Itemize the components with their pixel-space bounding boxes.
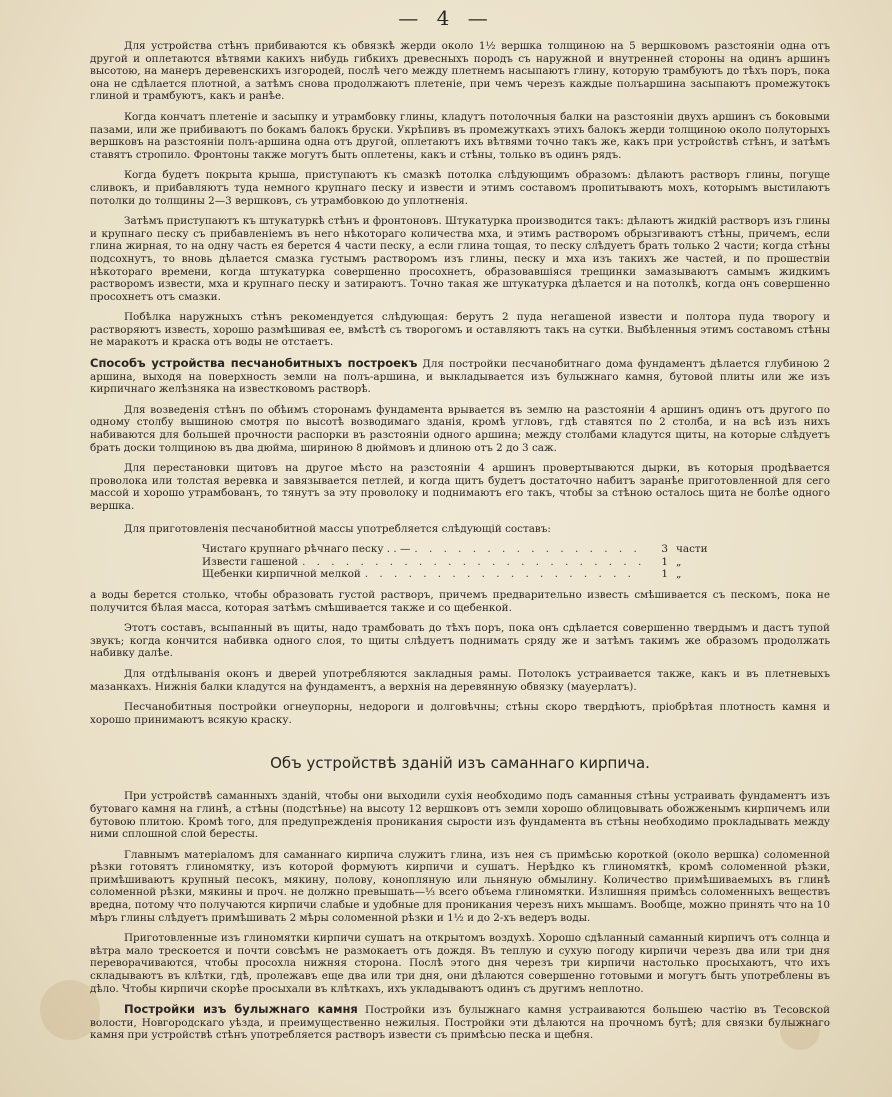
paragraph: Этотъ составъ, всыпанный въ щиты, надо трамбовать до тѣхъ поръ, пока онъ сдѣлается совершенно твердымъ и дастъ тупой звукъ; когда кончится набивка одного слоя, то щиты слѣдуетъ поднимать сряду же и затѣмъ такимъ же образомъ продолжать набивку далѣе. <box>90 622 830 660</box>
recipe-unit: части <box>676 543 708 556</box>
paragraph: Главнымъ матеріаломъ для саманнаго кирпича служитъ глина, изъ нея съ примѣсью короткой (около вершка) соломенной рѣзки готовятъ глиномятку, изъ которой формуютъ кирпичи и сушатъ. Нерѣдко къ глиномяткѣ, кромѣ соломенной рѣзки, примѣшиваютъ крупный песокъ, мякину, полову, конопляную или льняную обмылину. Количество примѣшиваемыхъ въ глинѣ соломенной рѣзки, мякины и проч. не должно превышать—⅓ всего объема глиномятки. Излишняя примѣсь соломенныхъ веществъ вредна, потому что получаются кирпичи слабые и удобные для проникания черезъ нихъ мышамъ. Вообще, можно принять что на 10 мѣръ глины слѣдуетъ примѣшивать 2 мѣры соломенной рѣзки и 1½ и до 2-хъ ведеръ воды. <box>90 848 830 924</box>
recipe-qty: 3 <box>661 543 668 556</box>
recipe-qty: 1 <box>661 568 668 581</box>
recipe-ingredient: Извести гашеной <box>202 555 299 568</box>
section-lead-text: Постройки изъ булыжнаго камня устраиваются большею частію въ Тесовской волости, Новгородскаго уѣзда, и преимущественно нежилыя. Постройки эти дѣлаются на прочномъ бутѣ; для связки булыжнаго камня при устройствѣ стѣнъ употребляется растворъ извести съ примѣсью песка и щебня. <box>90 1004 830 1042</box>
recipe-row <box>202 556 722 569</box>
page-number: — 4 — <box>398 6 494 30</box>
leader-dots <box>365 568 642 581</box>
recipe-row <box>202 543 722 556</box>
recipe-ingredient: Чистаго крупнаго рѣчнаго песку . . — <box>202 543 411 556</box>
recipe-unit: „ <box>676 555 682 568</box>
sand-section-intro <box>90 357 830 396</box>
recipe-list <box>202 543 722 581</box>
paragraph: Для отдѣлыванія оконъ и дверей употребляются закладныя рамы. Потолокъ устраивается также, какъ и въ плетневыхъ мазанкахъ. Нижнія балки кладутся на фундаментъ, а верхнія на деревянную обвязку (мауерлатъ). <box>90 667 830 693</box>
paragraph: Песчанобитныя постройки огнеупорны, недороги и долговѣчны; стѣны скоро твердѣютъ, пріобрѣтая плотность камня и хорошо принимаютъ всякую краску. <box>90 701 830 726</box>
recipe-qty: 1 <box>661 555 668 568</box>
paragraph: При устройствѣ саманныхъ зданій, чтобы они выходили сухія необходимо подъ саманныя стѣны устраивать фундаментъ изъ бутоваго камня на глинѣ, а стѣны (подстѣнье) на высоту 12 вершковъ отъ земли хорошо облицовывать обожженымъ кирпичемъ или бутовою плитою. Кромѣ того, для предупрежденія проникания сырости изъ фундамента въ стѣны необходимо прокладывать между ними сплошной слой бересты. <box>90 790 830 841</box>
recipe-row <box>202 568 722 581</box>
boulder-section-intro <box>90 1003 830 1042</box>
leader-dots <box>414 543 642 556</box>
section-lead-sand: Способъ устройства песчанобитныхъ построекъ <box>90 356 418 371</box>
paragraph: Для приготовленія песчанобитной массы употребляется слѣдующій составъ: <box>124 522 551 535</box>
section-heading: Объ устройствѣ зданій изъ саманнаго кирпича. <box>270 754 650 773</box>
paragraph: Затѣмъ приступаютъ къ штукатуркѣ стѣнъ и фронтоновъ. Штукатурка производится такъ: дѣлаютъ жидкій растворъ изъ глины и крупнаго песку съ прибавленіемъ въ него нѣкотораго количества мха, и этимъ растворомъ обрызгиваютъ стѣны, причемъ, если глина жирная, то на одну часть ея берется 4 части песку, а если глина тощая, то песку слѣдуетъ брать только 2 части; когда стѣны подсохнутъ, то вновь дѣлается смазка густымъ растворомъ изъ глины, песку и мха изъ такихъ же частей, и по прошествіи нѣкотораго времени, когда штукатурка совершенно просохнетъ, образовавшіяся трещинки замазываютъ самымъ жидкимъ растворомъ извести, мха и крупнаго песку и затираютъ. Точно такая же штукатурка дѣлается и на потолкѣ, когда онъ совершенно просохнетъ отъ смазки. <box>90 215 830 303</box>
paragraph: Для возведенія стѣнъ по обѣимъ сторонамъ фундамента врывается въ землю на разстояніи 4 аршинъ одинъ отъ другого по одному столбу вышиною смотря по высотѣ возводимаго зданія, кромѣ угловъ, гдѣ ставятся по 2 столба, и на всѣ изъ нихъ набиваются для большей прочности распорки въ разстояніи одного аршина; между столбами кладутся щиты, на которые слѣдуетъ брать доски толщиною въ два дюйма, шириною 8 дюймовъ и длиною отъ 2 до 3 саж. <box>90 403 830 454</box>
leader-dots <box>302 556 642 569</box>
paragraph: Когда будетъ покрыта крыша, приступаютъ къ смазкѣ потолка слѣдующимъ образомъ: дѣлаютъ растворъ глины, погуще сливокъ, и прибавляютъ туда немного крупнаго песку и извести и этимъ составомъ пропитываютъ мохъ, которымъ выстилаютъ потолки до толщины 2—3 вершковъ, съ утрамбовкою до уплотненія. <box>90 169 830 207</box>
recipe-unit: „ <box>676 568 682 581</box>
section-lead-boulder: Постройки изъ булыжнаго камня <box>124 1002 358 1017</box>
paragraph: Когда кончатъ плетеніе и засыпку и утрамбовку глины, кладутъ потолочныя балки на разстояніи двухъ аршинъ съ боковыми пазами, или же прибиваютъ по бокамъ балокъ бруски. Укрѣпивъ въ промежуткахъ этихъ балокъ жерди толщиною около полуторыхъ вершковъ на разстояніи полъ-аршина одна отъ другой, оплетаютъ ихъ вѣтвями точно такъ же, какъ при устройствѣ стѣнъ, и затѣмъ ставятъ стропило. Фронтоны также могутъ быть оплетены, какъ и стѣны, только въ одинъ рядъ. <box>90 110 830 161</box>
paragraph: Приготовленные изъ глиномятки кирпичи сушатъ на открытомъ воздухѣ. Хорошо сдѣланный саманный кирпичъ отъ солнца и вѣтра мало трескоется и почти совсѣмъ не размокаетъ отъ дождя. Въ теплую и сухую погоду кирпичи черезъ два или три дня переворачиваются, чтобы просохла нижняя сторона. Послѣ этого дня черезъ три кирпичи настолько просыхаютъ, что ихъ складываютъ въ клѣтки, гдѣ, пролежавъ еще два или три дня, они дѣлаются совершенно готовыми и могутъ быть употреблены въ дѣло. Чтобы кирпичи скорѣе просыхали въ клѣткахъ, ихъ укладываютъ одинъ съ другимъ неплотно. <box>90 932 830 995</box>
paragraph: Для перестановки щитовъ на другое мѣсто на разстояніи 4 аршинъ провертываются дырки, въ которыя продѣвается проволока или толстая веревка и завязывается петлей, и когда щитъ будетъ достаточно набитъ заранѣе приготовленной для сего массой и хорошо утрамбованъ, то тянутъ за эту проволоку и поднимаютъ его такъ, чтобы за стѣною осталось щита не болѣе одного вершка. <box>90 462 830 512</box>
paragraph: Побѣлка наружныхъ стѣнъ рекомендуется слѣдующая: берутъ 2 пуда негашеной извести и полтора пуда творогу и растворяютъ известь, хорошо размѣшивая ее, вмѣстѣ съ творогомъ и оставляютъ такъ на сутки. Выбѣленныя этимъ составомъ стѣны не маракотъ и краска отъ воды не отстаетъ. <box>90 311 830 349</box>
section-lead-text: Для постройки песчанобитнаго дома фундаментъ дѣлается глубиною 2 аршина, выходя на поверхность земли на полъ-аршина, и выкладывается изъ булыжнаго камня, бутовой плиты или же изъ кирпичнаго желѣзняка на известковомъ растворѣ. <box>90 358 830 396</box>
recipe-ingredient: Щебенки кирпичной мелкой <box>202 568 361 581</box>
paragraph: Для устройства стѣнъ прибиваются къ обвязкѣ жерди около 1½ вершка толщиною на 5 вершковомъ разстояніи одна отъ другой и оплетаются вѣтвями какихъ нибудь гибкихъ древесныхъ породъ съ наружной и внутренней стороны на одинъ аршинъ высотою, на манеръ деревенскихъ изгородей, послѣ чего между плетнемъ насыпаютъ глину, которую трамбуютъ до тѣхъ поръ, пока она не сдѣлается плотной, а затѣмъ снова продолжаютъ плетеніе, при чемъ черезъ каждые полъаршина засыпаютъ промежутокъ глиной и трамбуютъ, какъ и ранѣе. <box>90 40 830 103</box>
paragraph: а воды берется столько, чтобы образовать густой растворъ, причемъ предварительно известь смѣшивается съ пескомъ, пока не получится бѣлая масса, которая затѣмъ смѣшивается также и со щебенкой. <box>90 588 830 614</box>
document-body <box>90 40 830 1050</box>
